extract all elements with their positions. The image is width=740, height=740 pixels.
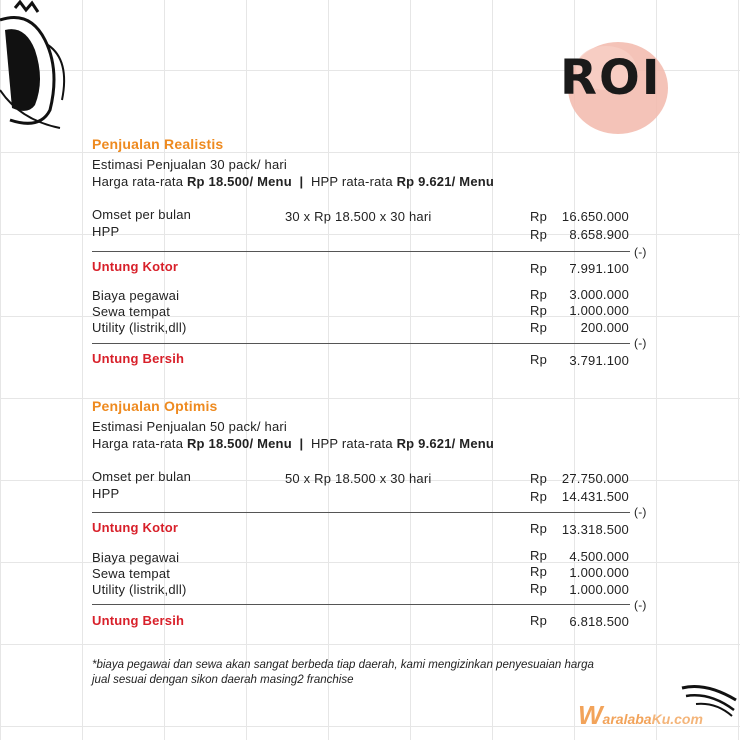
price-value: Rp 18.500/ Menu [186,436,292,451]
untung-kotor-amount: 7.991.100 [569,261,629,276]
currency-label: Rp [530,352,548,367]
omset-formula: 50 x Rp 18.500 x 30 hari [285,471,432,486]
price-line [92,436,494,452]
omset-amount: 16.650.000 [561,209,629,224]
currency-label: Rp [530,303,548,318]
doodle-illustration [0,0,80,140]
currency-label: Rp [530,521,548,536]
currency-label: Rp [530,471,548,486]
hpp-prefix: HPP rata-rata [310,174,397,189]
currency-label: Rp [530,613,548,628]
cost-label: Utility (listrik,dll) [92,320,187,335]
hpp-prefix: HPP rata-rata [310,436,397,451]
separator: | [299,436,304,451]
cost-amount: 4.500.000 [569,549,629,564]
untung-bersih-amount: 3.791.100 [569,353,629,368]
omset-label: Omset per bulan [92,207,192,222]
currency-label: Rp [530,320,548,335]
brand-logo [556,28,686,138]
cost-amount: 200.000 [580,320,629,335]
sales-estimate: Estimasi Penjualan 30 pack/ hari [92,157,288,172]
currency-label: Rp [530,287,548,302]
currency-label: Rp [530,227,548,242]
section-title: Penjualan Optimis [92,398,218,414]
divider [92,512,630,513]
section-title: Penjualan Realistis [92,136,224,152]
omset-formula: 30 x Rp 18.500 x 30 hari [285,209,432,224]
watermark-text-2: Ku.com [651,711,703,727]
price-prefix: Harga rata-rata [92,436,187,451]
cost-amount: 1.000.000 [569,565,629,580]
cost-label: Biaya pegawai [92,288,180,303]
hpp-value: Rp 9.621/ Menu [396,174,495,189]
watermark [578,700,703,731]
price-prefix: Harga rata-rata [92,174,187,189]
cost-label: Utility (listrik,dll) [92,582,187,597]
cost-label: Sewa tempat [92,566,171,581]
hpp-label: HPP [92,224,120,239]
cost-label: Sewa tempat [92,304,171,319]
hpp-value: Rp 9.621/ Menu [396,436,495,451]
currency-label: Rp [530,548,548,563]
minus-sign: (-) [634,505,647,519]
minus-sign: (-) [634,598,647,612]
minus-sign: (-) [634,336,647,350]
currency-label: Rp [530,489,548,504]
hpp-label: HPP [92,486,120,501]
divider [92,343,630,344]
logo-text: ROI [560,50,662,106]
divider [92,251,630,252]
hpp-amount: 14.431.500 [561,489,629,504]
cost-label: Biaya pegawai [92,550,180,565]
cost-amount: 1.000.000 [569,303,629,318]
footnote: *biaya pegawai dan sewa akan sangat berbeda tiap daerah, kami mengizinkan penyesuaian harga jual sesuai dengan sikon daerah masing2 franchise [92,659,594,686]
untung-bersih-label: Untung Bersih [92,613,185,628]
currency-label: Rp [530,209,548,224]
currency-label: Rp [530,581,548,596]
untung-bersih-amount: 6.818.500 [569,614,629,629]
watermark-text-1: aralaba [602,711,652,727]
untung-kotor-amount: 13.318.500 [561,522,629,537]
sales-estimate: Estimasi Penjualan 50 pack/ hari [92,419,288,434]
omset-label: Omset per bulan [92,469,192,484]
price-value: Rp 18.500/ Menu [186,174,292,189]
cost-amount: 3.000.000 [569,287,629,302]
separator: | [299,174,304,189]
currency-label: Rp [530,564,548,579]
currency-label: Rp [530,261,548,276]
divider [92,604,630,605]
cost-amount: 1.000.000 [569,582,629,597]
price-line [92,174,494,190]
minus-sign: (-) [634,245,647,259]
hpp-amount: 8.658.900 [569,227,629,242]
untung-kotor-label: Untung Kotor [92,259,179,274]
omset-amount: 27.750.000 [561,471,629,486]
untung-bersih-label: Untung Bersih [92,351,185,366]
watermark-w: W [578,700,603,730]
untung-kotor-label: Untung Kotor [92,520,179,535]
